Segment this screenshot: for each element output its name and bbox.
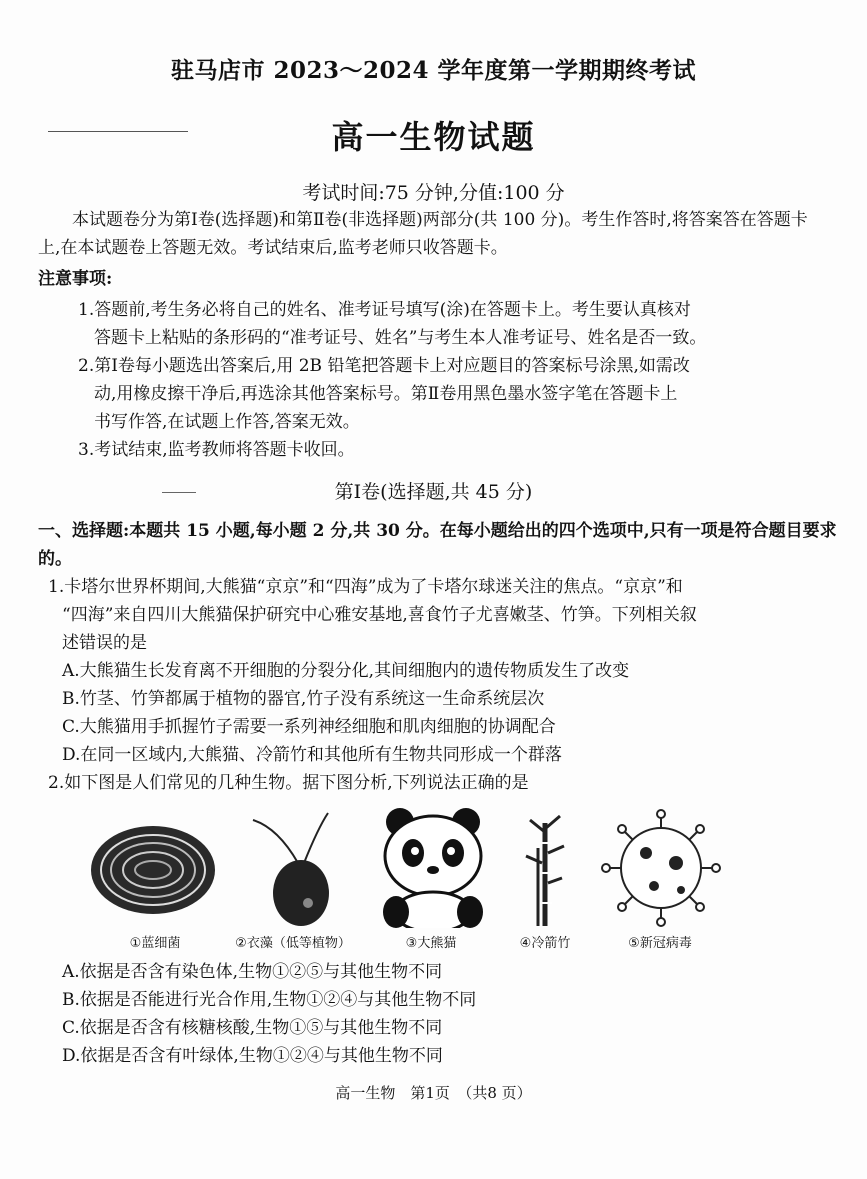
note-line: 书写作答,在试题上作答,答案无效。 [94,412,360,432]
page-footer: 高一生物 第1页 （共8 页） [335,1084,532,1102]
note-line: 动,用橡皮擦干净后,再选涂其他答案标号。第Ⅱ卷用黑色墨水签字笔在答题卡上 [94,384,678,404]
stem-line: “四海”来自四川大熊猫保护研究中心雅安基地,喜食竹子尤喜嫩茎、竹笋。下列相关叙 [62,605,697,625]
note-item-3 [78,436,818,464]
note-item-1 [78,296,818,352]
figure-caption-2: ②衣藻（低等植物） [235,936,351,951]
notes-heading: 注意事项: [38,269,113,289]
q2-option-a: A.依据是否含有染色体,生物①②⑤与其他生物不同 [62,962,443,982]
subject-title: 高一生物试题 [331,118,536,156]
q1-option-c: C.大熊猫用手抓握竹子需要一系列神经细胞和肌肉细胞的协调配合 [62,717,556,737]
note-item-2 [78,352,818,436]
panda-figure [368,808,498,928]
q1-option-a: A.大熊猫生长发育离不开细胞的分裂分化,其间细胞内的遗传物质发生了改变 [62,661,630,681]
exam-info: 考试时间:75 分钟,分值:100 分 [302,182,565,204]
note-line: 2.第Ⅰ卷每小题选出答案后,用 2B 铅笔把答题卡上对应题目的答案标号涂黑,如需改 [78,356,690,376]
figure-caption-1: ①蓝细菌 [129,936,181,951]
q2-option-d: D.依据是否含有叶绿体,生物①②④与其他生物不同 [62,1046,443,1066]
part-one-heading: 一、选择题:本题共 15 小题,每小题 2 分,共 30 分。在每小题给出的四个选项中,只有一项是符合题目要求的。 [38,521,837,569]
stem-line: 1.卡塔尔世界杯期间,大熊猫“京京”和“四海”成为了卡塔尔球迷关注的焦点。“京京”和 [48,577,683,597]
figure-caption-5: ⑤新冠病毒 [628,936,692,951]
figure-caption-4: ④冷箭竹 [519,936,571,951]
intro-paragraph: 本试题卷分为第Ⅰ卷(选择题)和第Ⅱ卷(非选择题)两部分(共 100 分)。考生作答时,将答案答在答题卡上,在本试题卷上答题无效。考试结束后,监考老师只收答题卡。 [38,210,808,258]
q1-option-d: D.在同一区域内,大熊猫、冷箭竹和其他所有生物共同形成一个群落 [62,745,562,765]
cyanobacteria-figure [88,808,218,928]
q2-option-b: B.依据是否能进行光合作用,生物①②④与其他生物不同 [62,990,477,1010]
stem-line: 述错误的是 [62,633,147,653]
q1-option-b: B.竹茎、竹笋都属于植物的器官,竹子没有系统这一生命系统层次 [62,689,545,709]
note-line: 1.答题前,考生务必将自己的姓名、准考证号填写(涂)在答题卡上。考生要认真核对 [78,300,691,320]
chlamydomonas-figure [238,808,368,928]
figure-caption-3: ③大熊猫 [405,936,457,951]
coronavirus-figure [596,808,726,928]
question-2-stem: 2.如下图是人们常见的几种生物。据下图分析,下列说法正确的是 [48,773,529,793]
section-title: 第Ⅰ卷(选择题,共 45 分) [334,481,533,503]
question-1-stem [48,573,828,657]
note-line: 答题卡上粘贴的条形码的“准考证号、姓名”与考生本人准考证号、姓名是否一致。 [94,328,707,348]
note-line: 3.考试结束,监考教师将答题卡收回。 [78,440,355,460]
q2-option-c: C.依据是否含有核糖核酸,生物①⑤与其他生物不同 [62,1018,443,1038]
exam-title: 驻马店市 2023～2024 学年度第一学期期终考试 [170,57,697,84]
